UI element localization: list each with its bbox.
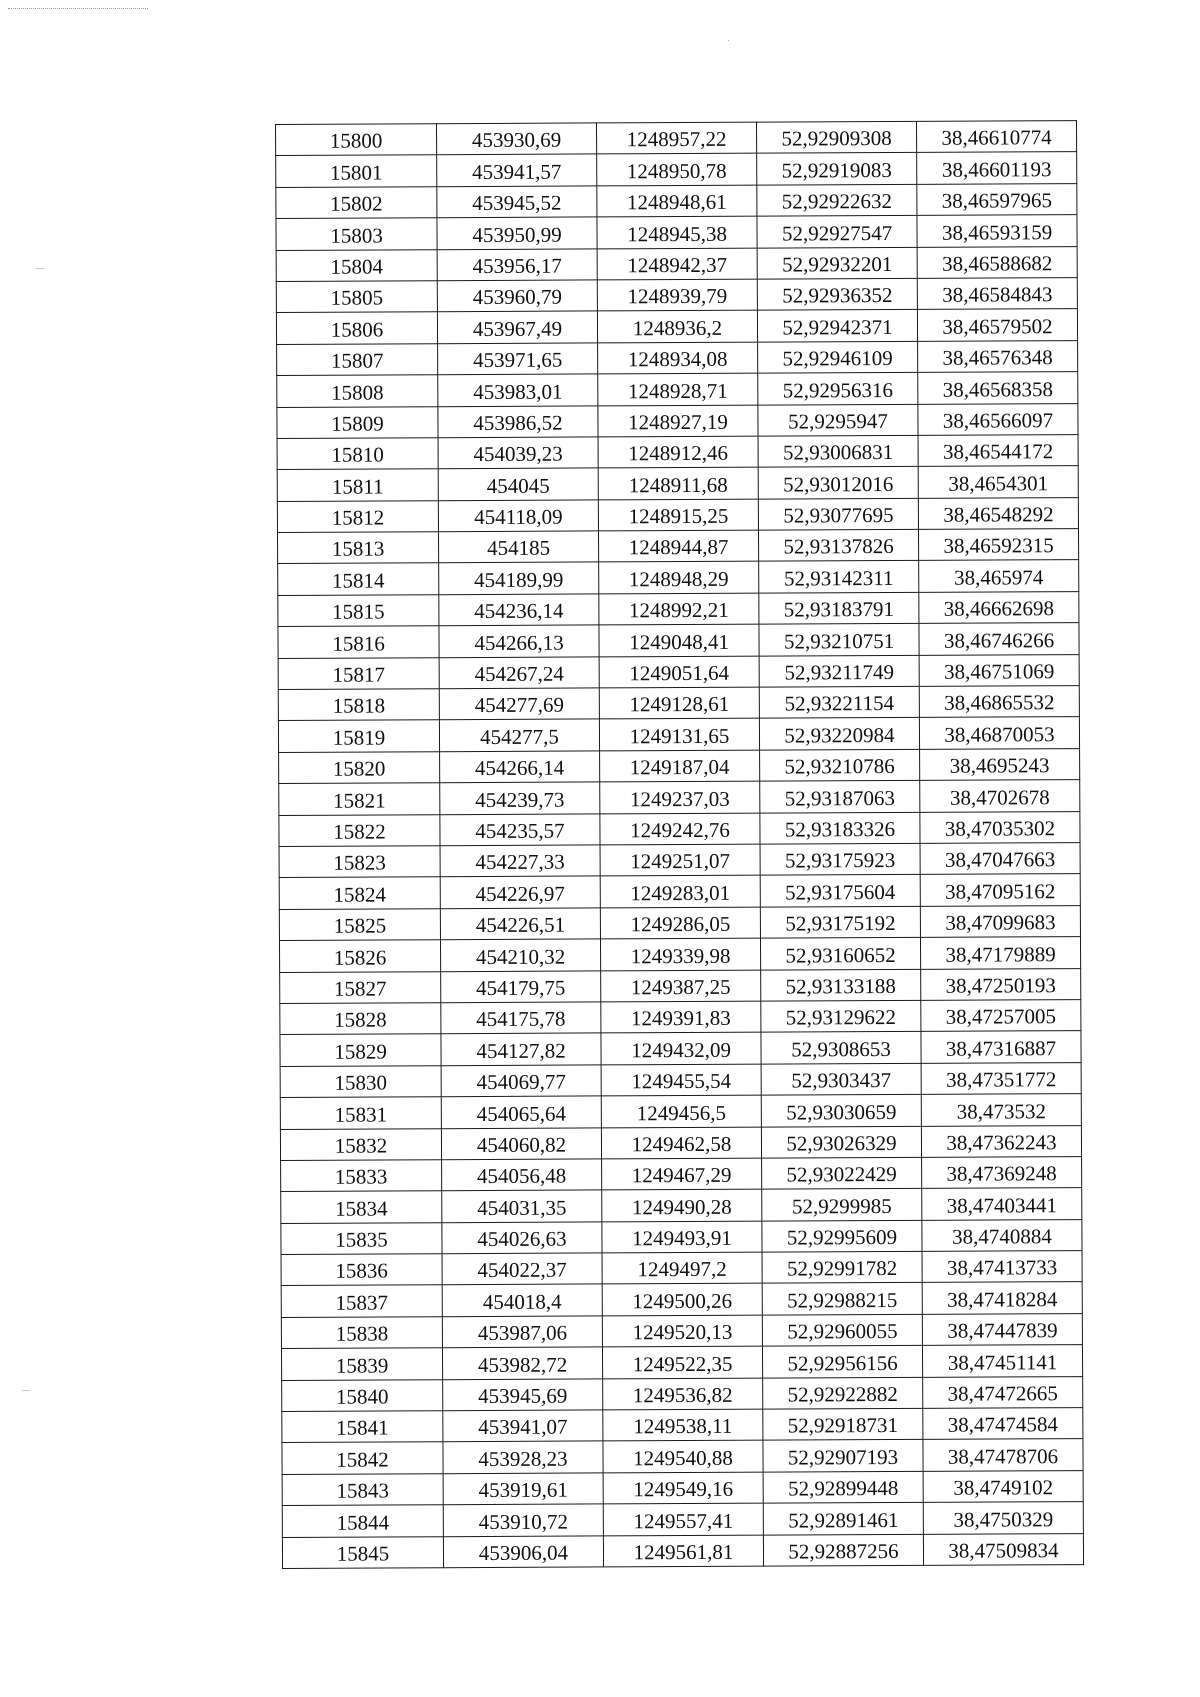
x-coordinate-cell: 453945,69 xyxy=(443,1379,603,1411)
table-row xyxy=(278,591,1079,626)
y-coordinate-cell: 1249467,29 xyxy=(602,1158,762,1190)
x-coordinate-cell: 454022,37 xyxy=(442,1253,602,1285)
point-number-cell: 15839 xyxy=(281,1348,442,1380)
latitude-cell: 52,93183326 xyxy=(760,812,920,844)
x-coordinate-cell: 454277,69 xyxy=(439,688,599,720)
y-coordinate-cell: 1248957,22 xyxy=(596,122,756,154)
latitude-cell: 52,93175923 xyxy=(760,843,920,875)
point-number-cell: 15825 xyxy=(279,908,440,940)
table-row xyxy=(279,937,1080,972)
point-number-cell: 15820 xyxy=(279,752,440,784)
latitude-cell: 52,92956316 xyxy=(758,372,918,404)
y-coordinate-cell: 1249242,76 xyxy=(600,813,760,845)
x-coordinate-cell: 453941,07 xyxy=(443,1410,603,1442)
y-coordinate-cell: 1248912,46 xyxy=(598,436,758,468)
table-row xyxy=(279,780,1080,815)
table-row xyxy=(276,215,1077,250)
latitude-cell: 52,92909308 xyxy=(756,121,916,153)
point-number-cell: 15826 xyxy=(279,940,440,972)
y-coordinate-cell: 1248934,08 xyxy=(598,342,758,374)
latitude-cell: 52,93210786 xyxy=(760,749,920,781)
y-coordinate-cell: 1249538,11 xyxy=(603,1409,763,1441)
point-number-cell: 15832 xyxy=(280,1128,441,1160)
table-row xyxy=(278,560,1079,595)
longitude-cell: 38,47403441 xyxy=(922,1188,1082,1220)
point-number-cell: 15801 xyxy=(276,155,437,187)
table-row xyxy=(279,874,1080,909)
point-number-cell: 15837 xyxy=(281,1285,442,1317)
y-coordinate-cell: 1249455,54 xyxy=(601,1064,761,1096)
point-number-cell: 15828 xyxy=(280,1003,441,1035)
latitude-cell: 52,93006831 xyxy=(758,435,918,467)
x-coordinate-cell: 454266,13 xyxy=(439,625,599,657)
x-coordinate-cell: 454185 xyxy=(438,531,598,563)
point-number-cell: 15815 xyxy=(278,595,439,627)
point-number-cell: 15803 xyxy=(276,218,437,250)
table-row xyxy=(279,905,1080,940)
longitude-cell: 38,4695243 xyxy=(920,748,1080,780)
point-number-cell: 15822 xyxy=(279,814,440,846)
point-number-cell: 15836 xyxy=(281,1254,442,1286)
x-coordinate-cell: 453971,65 xyxy=(438,343,598,375)
latitude-cell: 52,9308653 xyxy=(761,1032,921,1064)
y-coordinate-cell: 1248944,87 xyxy=(598,530,758,562)
table-row xyxy=(282,1408,1083,1443)
longitude-cell: 38,46548292 xyxy=(918,497,1078,529)
longitude-cell: 38,47257005 xyxy=(921,1000,1081,1032)
table-row xyxy=(282,1533,1083,1568)
x-coordinate-cell: 454118,09 xyxy=(438,500,598,532)
point-number-cell: 15841 xyxy=(282,1411,443,1443)
table-row xyxy=(281,1219,1082,1254)
x-coordinate-cell: 454026,63 xyxy=(442,1222,602,1254)
table-row xyxy=(277,497,1078,532)
longitude-cell: 38,47250193 xyxy=(921,968,1081,1000)
table-row xyxy=(282,1502,1083,1537)
y-coordinate-cell: 1248950,78 xyxy=(597,154,757,186)
longitude-cell: 38,46597965 xyxy=(917,183,1077,215)
x-coordinate-cell: 454175,78 xyxy=(441,1002,601,1034)
x-coordinate-cell: 454227,33 xyxy=(440,845,600,877)
longitude-cell: 38,47478706 xyxy=(923,1439,1083,1471)
y-coordinate-cell: 1248948,61 xyxy=(597,185,757,217)
latitude-cell: 52,92919083 xyxy=(757,153,917,185)
table-row xyxy=(280,1062,1081,1097)
table-row xyxy=(278,654,1079,689)
x-coordinate-cell: 454065,64 xyxy=(441,1096,601,1128)
point-number-cell: 15835 xyxy=(281,1222,442,1254)
y-coordinate-cell: 1249391,83 xyxy=(601,1001,761,1033)
longitude-cell: 38,46576348 xyxy=(918,340,1078,372)
y-coordinate-cell: 1248928,71 xyxy=(598,373,758,405)
longitude-cell: 38,46588682 xyxy=(917,246,1077,278)
longitude-cell: 38,473532 xyxy=(921,1094,1081,1126)
point-number-cell: 15831 xyxy=(280,1097,441,1129)
x-coordinate-cell: 454127,82 xyxy=(441,1033,601,1065)
table-row xyxy=(281,1345,1082,1380)
x-coordinate-cell: 453982,72 xyxy=(442,1347,602,1379)
latitude-cell: 52,92988215 xyxy=(762,1283,922,1315)
y-coordinate-cell: 1248915,25 xyxy=(598,499,758,531)
x-coordinate-cell: 453986,52 xyxy=(438,405,598,437)
x-coordinate-cell: 453987,06 xyxy=(442,1316,602,1348)
x-coordinate-cell: 453983,01 xyxy=(438,374,598,406)
point-number-cell: 15823 xyxy=(279,846,440,878)
table-row xyxy=(278,686,1079,721)
latitude-cell: 52,93183791 xyxy=(759,592,919,624)
x-coordinate-cell: 454039,23 xyxy=(438,437,598,469)
latitude-cell: 52,92922882 xyxy=(763,1377,923,1409)
latitude-cell: 52,93137826 xyxy=(758,529,918,561)
table-row xyxy=(281,1282,1082,1317)
point-number-cell: 15844 xyxy=(282,1505,443,1537)
scan-artifact-dot xyxy=(728,40,729,41)
x-coordinate-cell: 453945,52 xyxy=(437,186,597,218)
point-number-cell: 15819 xyxy=(278,720,439,752)
point-number-cell: 15830 xyxy=(280,1065,441,1097)
x-coordinate-cell: 453919,61 xyxy=(443,1473,603,1505)
y-coordinate-cell: 1249128,61 xyxy=(599,687,759,719)
x-coordinate-cell: 453967,49 xyxy=(437,311,597,343)
longitude-cell: 38,46593159 xyxy=(917,215,1077,247)
y-coordinate-cell: 1249462,58 xyxy=(601,1127,761,1159)
table-row xyxy=(280,1094,1081,1129)
longitude-cell: 38,47047663 xyxy=(920,843,1080,875)
y-coordinate-cell: 1248936,2 xyxy=(597,310,757,342)
table-row xyxy=(276,183,1077,218)
longitude-cell: 38,46751069 xyxy=(919,654,1079,686)
latitude-cell: 52,93142311 xyxy=(759,561,919,593)
latitude-cell: 52,93026329 xyxy=(761,1126,921,1158)
latitude-cell: 52,93211749 xyxy=(759,655,919,687)
y-coordinate-cell: 1249520,13 xyxy=(602,1315,762,1347)
latitude-cell: 52,92956156 xyxy=(762,1346,922,1378)
longitude-cell: 38,47413733 xyxy=(922,1251,1082,1283)
point-number-cell: 15834 xyxy=(281,1191,442,1223)
y-coordinate-cell: 1248948,29 xyxy=(599,562,759,594)
point-number-cell: 15818 xyxy=(278,689,439,721)
scan-artifact-dash xyxy=(36,268,44,269)
table-row xyxy=(278,717,1079,752)
latitude-cell: 52,93221154 xyxy=(759,686,919,718)
longitude-cell: 38,47369248 xyxy=(922,1156,1082,1188)
table-row xyxy=(280,968,1081,1003)
latitude-cell: 52,93077695 xyxy=(758,498,918,530)
coordinates-table xyxy=(275,120,1084,1569)
longitude-cell: 38,4750329 xyxy=(923,1502,1083,1534)
y-coordinate-cell: 1249500,26 xyxy=(602,1284,762,1316)
x-coordinate-cell: 454277,5 xyxy=(439,719,599,751)
latitude-cell: 52,93175604 xyxy=(760,875,920,907)
table-row xyxy=(282,1439,1083,1474)
longitude-cell: 38,46592315 xyxy=(918,529,1078,561)
point-number-cell: 15817 xyxy=(278,657,439,689)
longitude-cell: 38,4654301 xyxy=(918,466,1078,498)
table-row xyxy=(278,623,1079,658)
y-coordinate-cell: 1249522,35 xyxy=(602,1346,762,1378)
table-row xyxy=(281,1313,1082,1348)
x-coordinate-cell: 454235,57 xyxy=(440,814,600,846)
longitude-cell: 38,47447839 xyxy=(922,1313,1082,1345)
longitude-cell: 38,46610774 xyxy=(916,121,1076,153)
coordinates-table-body xyxy=(276,121,1084,1569)
x-coordinate-cell: 453941,57 xyxy=(437,154,597,186)
table-row xyxy=(276,309,1077,344)
table-row xyxy=(277,466,1078,501)
longitude-cell: 38,46579502 xyxy=(917,309,1077,341)
point-number-cell: 15840 xyxy=(282,1379,443,1411)
y-coordinate-cell: 1249536,82 xyxy=(603,1378,763,1410)
latitude-cell: 52,93187063 xyxy=(760,781,920,813)
x-coordinate-cell: 454069,77 xyxy=(441,1065,601,1097)
x-coordinate-cell: 454210,32 xyxy=(440,939,600,971)
x-coordinate-cell: 454266,14 xyxy=(440,751,600,783)
latitude-cell: 52,93175192 xyxy=(760,906,920,938)
table-row xyxy=(276,121,1077,156)
point-number-cell: 15845 xyxy=(282,1536,443,1568)
latitude-cell: 52,93022429 xyxy=(762,1157,922,1189)
point-number-cell: 15816 xyxy=(278,626,439,658)
y-coordinate-cell: 1248992,21 xyxy=(599,593,759,625)
y-coordinate-cell: 1249339,98 xyxy=(600,938,760,970)
y-coordinate-cell: 1248911,68 xyxy=(598,467,758,499)
latitude-cell: 52,92927547 xyxy=(757,216,917,248)
x-coordinate-cell: 454045 xyxy=(438,468,598,500)
longitude-cell: 38,47362243 xyxy=(921,1125,1081,1157)
table-row xyxy=(277,372,1078,407)
point-number-cell: 15810 xyxy=(277,438,438,470)
table-row xyxy=(277,529,1078,564)
y-coordinate-cell: 1249251,07 xyxy=(600,844,760,876)
point-number-cell: 15806 xyxy=(276,312,437,344)
y-coordinate-cell: 1249283,01 xyxy=(600,876,760,908)
latitude-cell: 52,92891461 xyxy=(763,1503,923,1535)
latitude-cell: 52,92936352 xyxy=(757,278,917,310)
point-number-cell: 15821 xyxy=(279,783,440,815)
y-coordinate-cell: 1249432,09 xyxy=(601,1032,761,1064)
y-coordinate-cell: 1249490,28 xyxy=(602,1189,762,1221)
longitude-cell: 38,47099683 xyxy=(920,905,1080,937)
latitude-cell: 52,92960055 xyxy=(762,1314,922,1346)
longitude-cell: 38,47035302 xyxy=(920,811,1080,843)
longitude-cell: 38,46601193 xyxy=(917,152,1077,184)
y-coordinate-cell: 1249051,64 xyxy=(599,656,759,688)
table-row xyxy=(277,340,1078,375)
y-coordinate-cell: 1249286,05 xyxy=(600,907,760,939)
table-row xyxy=(279,811,1080,846)
latitude-cell: 52,9295947 xyxy=(758,404,918,436)
y-coordinate-cell: 1249549,16 xyxy=(603,1472,763,1504)
latitude-cell: 52,92887256 xyxy=(763,1534,923,1566)
table-row xyxy=(281,1156,1082,1191)
latitude-cell: 52,9303437 xyxy=(761,1063,921,1095)
longitude-cell: 38,4749102 xyxy=(923,1470,1083,1502)
point-number-cell: 15812 xyxy=(277,500,438,532)
point-number-cell: 15829 xyxy=(280,1034,441,1066)
point-number-cell: 15833 xyxy=(281,1160,442,1192)
longitude-cell: 38,46662698 xyxy=(919,591,1079,623)
x-coordinate-cell: 454179,75 xyxy=(441,970,601,1002)
table-row xyxy=(277,434,1078,469)
latitude-cell: 52,92922632 xyxy=(757,184,917,216)
x-coordinate-cell: 454056,48 xyxy=(442,1159,602,1191)
y-coordinate-cell: 1249540,88 xyxy=(603,1441,763,1473)
x-coordinate-cell: 453956,17 xyxy=(437,248,597,280)
latitude-cell: 52,92907193 xyxy=(763,1440,923,1472)
longitude-cell: 38,47474584 xyxy=(923,1408,1083,1440)
point-number-cell: 15814 xyxy=(278,563,439,595)
longitude-cell: 38,47418284 xyxy=(922,1282,1082,1314)
x-coordinate-cell: 454189,99 xyxy=(439,562,599,594)
point-number-cell: 15842 xyxy=(282,1442,443,1474)
longitude-cell: 38,47316887 xyxy=(921,1031,1081,1063)
longitude-cell: 38,46746266 xyxy=(919,623,1079,655)
x-coordinate-cell: 453910,72 xyxy=(443,1504,603,1536)
longitude-cell: 38,47351772 xyxy=(921,1062,1081,1094)
table-row xyxy=(282,1376,1083,1411)
y-coordinate-cell: 1249048,41 xyxy=(599,624,759,656)
longitude-cell: 38,47472665 xyxy=(923,1376,1083,1408)
x-coordinate-cell: 454060,82 xyxy=(441,1127,601,1159)
table-row xyxy=(276,278,1077,313)
table-row xyxy=(276,152,1077,187)
y-coordinate-cell: 1249561,81 xyxy=(603,1535,763,1567)
y-coordinate-cell: 1249456,5 xyxy=(601,1095,761,1127)
point-number-cell: 15824 xyxy=(279,877,440,909)
longitude-cell: 38,46584843 xyxy=(917,278,1077,310)
latitude-cell: 52,93012016 xyxy=(758,467,918,499)
x-coordinate-cell: 454236,14 xyxy=(439,594,599,626)
x-coordinate-cell: 453930,69 xyxy=(437,123,597,155)
x-coordinate-cell: 454226,51 xyxy=(440,908,600,940)
y-coordinate-cell: 1248942,37 xyxy=(597,248,757,280)
longitude-cell: 38,46865532 xyxy=(919,686,1079,718)
longitude-cell: 38,46568358 xyxy=(918,372,1078,404)
point-number-cell: 15805 xyxy=(276,281,437,313)
y-coordinate-cell: 1248927,19 xyxy=(598,405,758,437)
latitude-cell: 52,92942371 xyxy=(757,310,917,342)
latitude-cell: 52,93030659 xyxy=(761,1094,921,1126)
x-coordinate-cell: 453928,23 xyxy=(443,1441,603,1473)
point-number-cell: 15827 xyxy=(280,971,441,1003)
longitude-cell: 38,47095162 xyxy=(920,874,1080,906)
latitude-cell: 52,9299985 xyxy=(762,1189,922,1221)
x-coordinate-cell: 454031,35 xyxy=(442,1190,602,1222)
longitude-cell: 38,47509834 xyxy=(923,1533,1083,1565)
latitude-cell: 52,93220984 xyxy=(759,718,919,750)
point-number-cell: 15800 xyxy=(276,124,437,156)
latitude-cell: 52,92946109 xyxy=(758,341,918,373)
table-row xyxy=(281,1251,1082,1286)
longitude-cell: 38,46566097 xyxy=(918,403,1078,435)
point-number-cell: 15843 xyxy=(282,1473,443,1505)
longitude-cell: 38,46544172 xyxy=(918,434,1078,466)
table-row xyxy=(280,1000,1081,1035)
y-coordinate-cell: 1249237,03 xyxy=(600,781,760,813)
x-coordinate-cell: 454226,97 xyxy=(440,876,600,908)
latitude-cell: 52,93129622 xyxy=(761,1000,921,1032)
latitude-cell: 52,93210751 xyxy=(759,624,919,656)
longitude-cell: 38,47451141 xyxy=(922,1345,1082,1377)
table-row xyxy=(277,403,1078,438)
x-coordinate-cell: 453906,04 xyxy=(443,1535,603,1567)
table-row xyxy=(281,1188,1082,1223)
table-row xyxy=(280,1125,1081,1160)
scan-artifact-top xyxy=(8,8,148,9)
y-coordinate-cell: 1248945,38 xyxy=(597,216,757,248)
table-row xyxy=(280,1031,1081,1066)
x-coordinate-cell: 454239,73 xyxy=(440,782,600,814)
longitude-cell: 38,47179889 xyxy=(920,937,1080,969)
latitude-cell: 52,92995609 xyxy=(762,1220,922,1252)
longitude-cell: 38,465974 xyxy=(919,560,1079,592)
x-coordinate-cell: 454267,24 xyxy=(439,657,599,689)
y-coordinate-cell: 1249493,91 xyxy=(602,1221,762,1253)
y-coordinate-cell: 1249557,41 xyxy=(603,1503,763,1535)
point-number-cell: 15811 xyxy=(277,469,438,501)
longitude-cell: 38,4740884 xyxy=(922,1219,1082,1251)
y-coordinate-cell: 1249387,25 xyxy=(601,970,761,1002)
point-number-cell: 15809 xyxy=(277,406,438,438)
latitude-cell: 52,93133188 xyxy=(761,969,921,1001)
x-coordinate-cell: 453960,79 xyxy=(437,280,597,312)
latitude-cell: 52,92932201 xyxy=(757,247,917,279)
point-number-cell: 15804 xyxy=(276,249,437,281)
y-coordinate-cell: 1249187,04 xyxy=(600,750,760,782)
point-number-cell: 15808 xyxy=(277,375,438,407)
point-number-cell: 15838 xyxy=(281,1317,442,1349)
point-number-cell: 15807 xyxy=(277,343,438,375)
x-coordinate-cell: 454018,4 xyxy=(442,1284,602,1316)
point-number-cell: 15813 xyxy=(277,532,438,564)
point-number-cell: 15802 xyxy=(276,186,437,218)
y-coordinate-cell: 1249497,2 xyxy=(602,1252,762,1284)
table-row xyxy=(279,843,1080,878)
longitude-cell: 38,4702678 xyxy=(920,780,1080,812)
latitude-cell: 52,92899448 xyxy=(763,1471,923,1503)
table-row xyxy=(282,1470,1083,1505)
x-coordinate-cell: 453950,99 xyxy=(437,217,597,249)
longitude-cell: 38,46870053 xyxy=(919,717,1079,749)
table-row xyxy=(276,246,1077,281)
scan-artifact-dash xyxy=(22,1390,30,1391)
y-coordinate-cell: 1249131,65 xyxy=(599,719,759,751)
latitude-cell: 52,92918731 xyxy=(763,1408,923,1440)
table-row xyxy=(279,748,1080,783)
y-coordinate-cell: 1248939,79 xyxy=(597,279,757,311)
latitude-cell: 52,93160652 xyxy=(760,938,920,970)
latitude-cell: 52,92991782 xyxy=(762,1251,922,1283)
